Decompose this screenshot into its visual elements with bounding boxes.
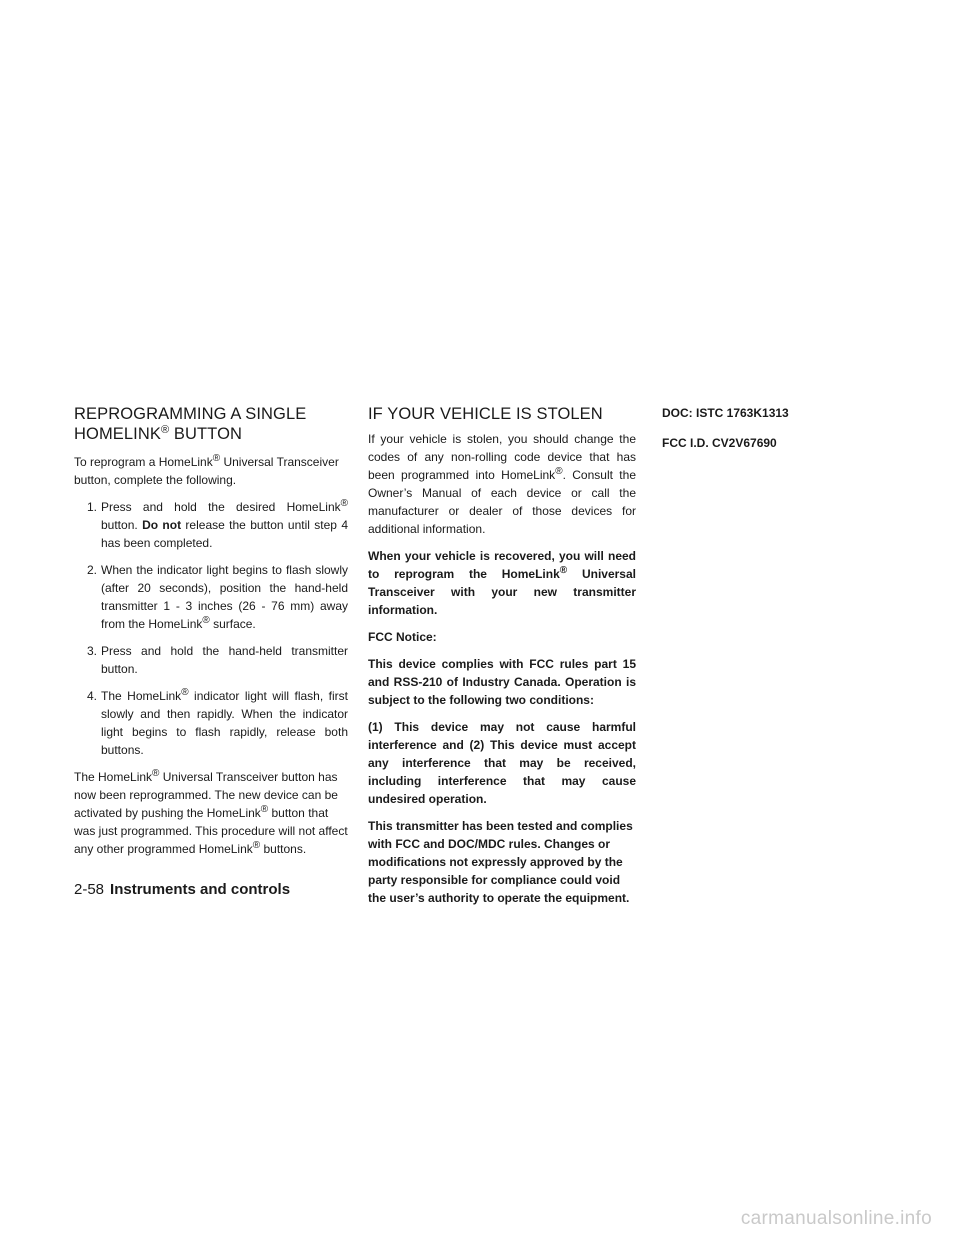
step-number: 4. [87,689,98,703]
step-text: surface. [209,617,256,631]
fcc-notice-label: FCC Notice: [368,630,437,644]
step-item [74,561,348,633]
closing-text: buttons. [260,842,307,856]
step-text: button. [101,518,143,532]
column-certification [662,404,892,464]
step-text: Press and hold the desired HomeLink [101,500,341,514]
registered-mark: ® [160,424,170,436]
fcc-conditions-paragraph: (1) This device may not cause harmful interference and (2) This device must accept any interference that may be received, including interference that may cause undesired operation. [368,720,636,806]
registered-mark: ® [212,453,221,464]
page-number: 2-58 [74,881,105,898]
registered-mark: ® [252,840,261,851]
step-text: release the button until step 4 has been completed. [101,518,348,550]
column-homelink-reprogramming [74,404,348,867]
page-footer [74,880,290,900]
intro-paragraph [74,453,348,489]
section-title: Instruments and controls [110,881,291,898]
closing-text: button that was just programmed. This procedure will not affect any other programmed HomeLink [74,806,348,856]
heading-homelink: HOMELINK [74,425,161,443]
intro-text-cont: Universal Transceiver button, complete the following. [74,455,339,487]
recovered-paragraph [368,547,636,619]
step-text: indicator light will flash, first slowly and then rapidly. When the indicator light begins to flash rapidly, release both buttons. [101,689,348,757]
step-item [74,498,348,552]
step-emphasis: Do not [142,518,182,532]
step-text: When the indicator light begins to flash slowly (after 20 seconds), position the hand-held transmitter 1 - 3 inches (26 - 76 mm) away from the HomeLink [101,563,348,631]
registered-mark: ® [555,466,563,477]
step-text: Press and hold the hand-held transmitter button. [101,644,348,676]
registered-mark: ® [260,804,269,815]
fcc-id: FCC I.D. CV2V67690 [662,436,777,450]
recovered-text: Universal Transceiver with your new transmitter information. [368,567,636,617]
step-item [74,687,348,759]
registered-mark: ® [202,615,210,626]
step-number: 1. [87,500,98,514]
step-item [74,642,348,678]
closing-text: The HomeLink [74,770,153,784]
stolen-paragraph [368,430,636,538]
intro-text: To reprogram a HomeLink [74,455,213,469]
step-text: The HomeLink [101,689,182,703]
registered-mark: ® [340,498,348,509]
section-heading-reprogramming [74,404,348,444]
registered-mark: ® [152,768,160,779]
fcc-testing-paragraph: This transmitter has been tested and complies with FCC and DOC/MDC rules. Changes or modifications not expressly approved by the party responsible for compliance could void the user’s authority to operate the equipment. [368,819,633,905]
stolen-text: If your vehicle is stolen, you should change the codes of any non-rolling code device that has been programmed into HomeLink [368,432,636,482]
heading-button: BUTTON [169,425,243,443]
closing-text: Universal Transceiver button has now been reprogrammed. The new device can be activated by pushing the HomeLink [74,770,338,820]
step-number: 2. [87,563,98,577]
step-number: 3. [87,644,98,658]
stolen-text: . Consult the Owner’s Manual of each device or call the manufacturer or dealer of those devices for additional information. [368,468,636,536]
column-vehicle-stolen [368,404,636,916]
heading-line-1: REPROGRAMMING A SINGLE [74,405,307,423]
fcc-compliance-paragraph: This device complies with FCC rules part 15 and RSS-210 of Industry Canada. Operation is subject to the following two conditions: [368,657,636,707]
recovered-text: When your vehicle is recovered, you will need to reprogram the HomeLink [368,549,636,581]
registered-mark: ® [181,687,189,698]
steps-list [74,498,348,759]
closing-paragraph [74,768,348,858]
heading-line-2 [74,424,348,444]
doc-id: DOC: ISTC 1763K1313 [662,406,789,420]
registered-mark: ® [559,565,568,576]
section-heading-stolen: IF YOUR VEHICLE IS STOLEN [368,405,603,423]
watermark: carmanualsonline.info [740,1208,932,1229]
